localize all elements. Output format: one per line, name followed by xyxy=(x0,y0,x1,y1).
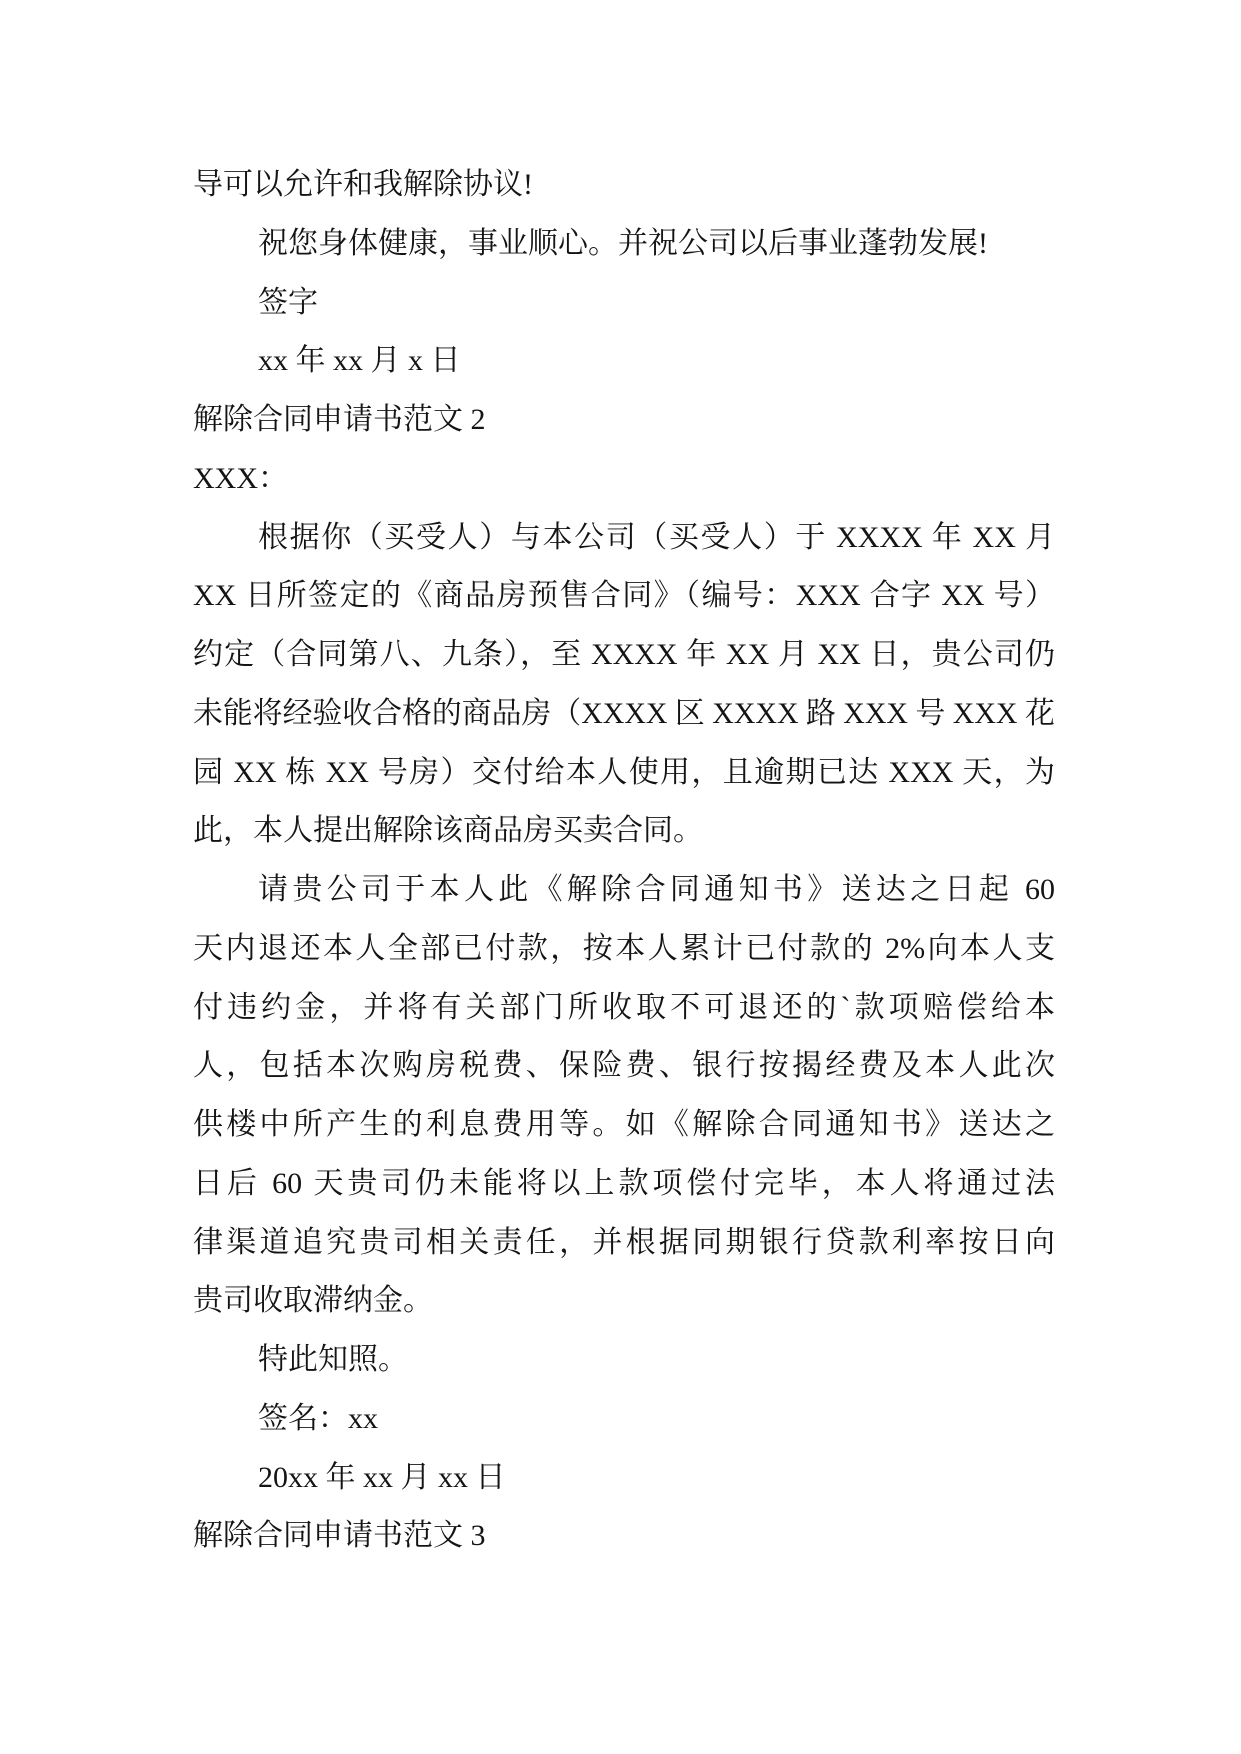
text-line: 日后 60 天贵司仍未能将以上款项偿付完毕，本人将通过法 xyxy=(193,1166,1055,1200)
text-line: 供楼中所产生的利息费用等。如《解除合同通知书》送达之 xyxy=(193,1108,1055,1141)
heading-text: 解除合同申请书范文 2 xyxy=(193,403,486,436)
signature-label xyxy=(193,274,1055,333)
date-line xyxy=(193,1449,1055,1508)
section-heading xyxy=(193,1507,1055,1566)
text-line: 特此知照。 xyxy=(258,1343,408,1376)
text-line: 天内退还本人全部已付款，按本人累计已付款的 2%向本人支 xyxy=(193,931,1055,965)
text-line: 此，本人提出解除该商品房买卖合同。 xyxy=(193,814,703,848)
closing-remark xyxy=(193,1331,1055,1390)
text-line: 签字 xyxy=(258,285,318,319)
text-line: 未能将经验收合格的商品房（XXXX 区 XXXX 路 XXX 号 XXX 花 xyxy=(193,696,1055,730)
signature-line xyxy=(193,1390,1055,1449)
paragraph-continuation xyxy=(193,156,1055,215)
text-line: 贵司收取滞纳金。 xyxy=(193,1284,433,1318)
document-body xyxy=(193,156,1055,1566)
date-line xyxy=(193,332,1055,391)
text-line: 律渠道追究贵司相关责任，并根据同期银行贷款利率按日向 xyxy=(193,1225,1055,1259)
text-line: 20xx 年 xx 月 xx 日 xyxy=(258,1460,506,1494)
text-line: XX 日所签定的《商品房预售合同》（编号：XXX 合字 XX 号） xyxy=(193,579,1055,613)
body-paragraph xyxy=(193,861,1055,1331)
heading-text: 解除合同申请书范文 3 xyxy=(193,1519,486,1553)
text-line: xx 年 xx 月 x 日 xyxy=(258,344,461,378)
text-line: 付违约金，并将有关部门所收取不可退还的`款项赔偿给本 xyxy=(193,990,1055,1024)
text-line: 园 XX 栋 XX 号房）交付给本人使用，且逾期已达 XXX 天，为 xyxy=(193,755,1055,789)
text-line: 请贵公司于本人此《解除合同通知书》送达之日起 60 xyxy=(258,873,1055,906)
salutation xyxy=(193,450,1055,509)
body-paragraph xyxy=(193,509,1055,862)
text-line: 祝您身体健康，事业顺心。并祝公司以后事业蓬勃发展! xyxy=(258,226,988,260)
text-line: 根据你（买受人）与本公司（买受人）于 XXXX 年 XX 月 xyxy=(258,520,1055,554)
text-line: 约定（合同第八、九条），至 XXXX 年 XX 月 XX 日，贵公司仍 xyxy=(193,638,1055,671)
text-line: XXX： xyxy=(193,461,288,495)
text-line: 导可以允许和我解除协议! xyxy=(193,168,533,201)
text-line: 人，包括本次购房税费、保险费、银行按揭经费及本人此次 xyxy=(193,1049,1055,1083)
section-heading xyxy=(193,391,1055,450)
text-line: 签名：xx xyxy=(258,1401,378,1435)
closing-wishes xyxy=(193,215,1055,274)
